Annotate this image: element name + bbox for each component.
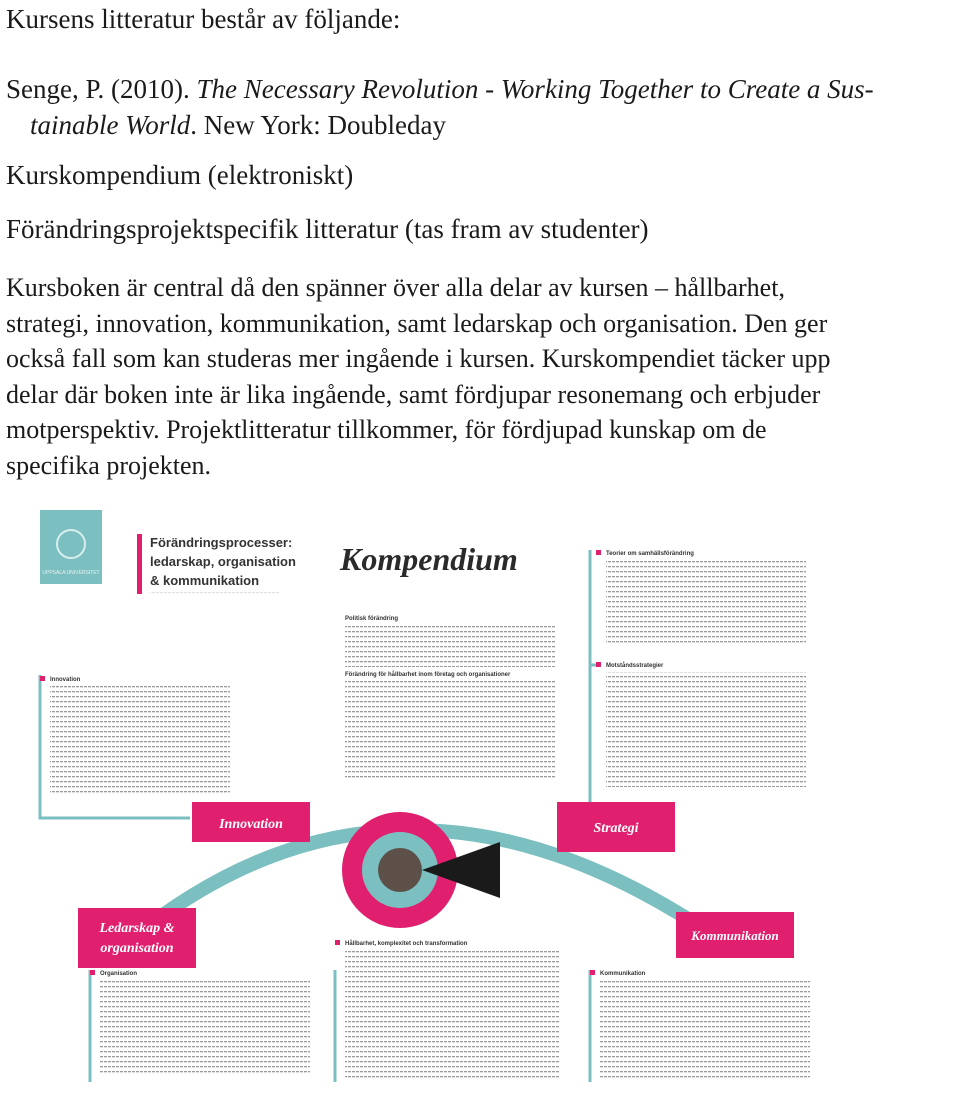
section-politisk: Politisk förändring bbox=[345, 616, 399, 622]
section-kommunikation: Kommunikation bbox=[600, 971, 646, 977]
wheel-core bbox=[378, 848, 422, 892]
section-organisation: Organisation bbox=[100, 971, 138, 977]
kompendium-poster-image bbox=[0, 500, 960, 1090]
subtitle-bar bbox=[137, 534, 142, 594]
fineprint-blocks bbox=[50, 560, 810, 1080]
paragraph-line: specifika projekten. bbox=[6, 450, 212, 480]
label-kommunikation: Kommunikation bbox=[691, 928, 779, 943]
reference-projekt: Förändringsprojektspecifik litteratur (tas fram av studenter) bbox=[6, 214, 649, 244]
paragraph-line: delar där boken inte är lika ingående, samt fördjupar resonemang och erbjuder bbox=[6, 379, 821, 409]
section-forandring: Förändring för hållbarhet inom företag och organisationer bbox=[345, 672, 511, 678]
reference-kompendium: Kurskompendium (elektroniskt) bbox=[6, 160, 354, 190]
label-strategi: Strategi bbox=[593, 821, 639, 836]
poster-subtitle-line2: ledarskap, organisation bbox=[150, 554, 296, 569]
senge-title-part2: tainable World bbox=[30, 110, 191, 140]
label-ledarskap-line2: organisation bbox=[100, 941, 174, 956]
reference-senge bbox=[6, 72, 874, 106]
logo-text: UPPSALA UNIVERSITET bbox=[42, 570, 100, 576]
reference-senge-continued bbox=[30, 108, 446, 142]
description-paragraph bbox=[6, 270, 958, 483]
paragraph-line: motperspektiv. Projektlitteratur tillkommer, för fördjupad kunskap om de bbox=[6, 415, 767, 444]
senge-author: Senge, P. (2010). bbox=[6, 74, 197, 104]
paragraph-line: också fall som kan studeras mer ingående i kursen. Kurskompendiet täcker upp bbox=[6, 344, 831, 373]
section-strategi: Teorier om samhällsförändring bbox=[606, 551, 694, 557]
senge-publisher: . New York: Doubleday bbox=[190, 110, 447, 140]
label-innovation: Innovation bbox=[219, 817, 283, 832]
section-motstand: Motståndsstrategier bbox=[606, 663, 664, 669]
section-hallbarhet: Hållbarhet, komplexitet och transformation bbox=[345, 941, 468, 947]
senge-title-part1: The Necessary Revolution - Working Together to Create a Sus- bbox=[196, 74, 874, 104]
label-ledarskap-line1: Ledarskap & bbox=[99, 921, 175, 936]
subtitle-fineprint bbox=[150, 592, 280, 596]
paragraph-line: strategi, innovation, kommunikation, samt ledarskap och organisation. Den ger bbox=[6, 308, 828, 338]
label-box-ledarskap bbox=[78, 908, 196, 968]
poster-subtitle-line1: Förändringsprocesser: bbox=[150, 535, 293, 550]
section-innovation: Innovation bbox=[50, 677, 81, 683]
paragraph-line: Kursboken är central då den spänner över alla delar av kursen – hållbarhet, bbox=[6, 273, 785, 302]
literature-heading: Kursens litteratur består av följande: bbox=[6, 4, 401, 34]
poster-subtitle-line3: & kommunikation bbox=[150, 573, 260, 588]
poster-title: Kompendium bbox=[340, 541, 518, 577]
